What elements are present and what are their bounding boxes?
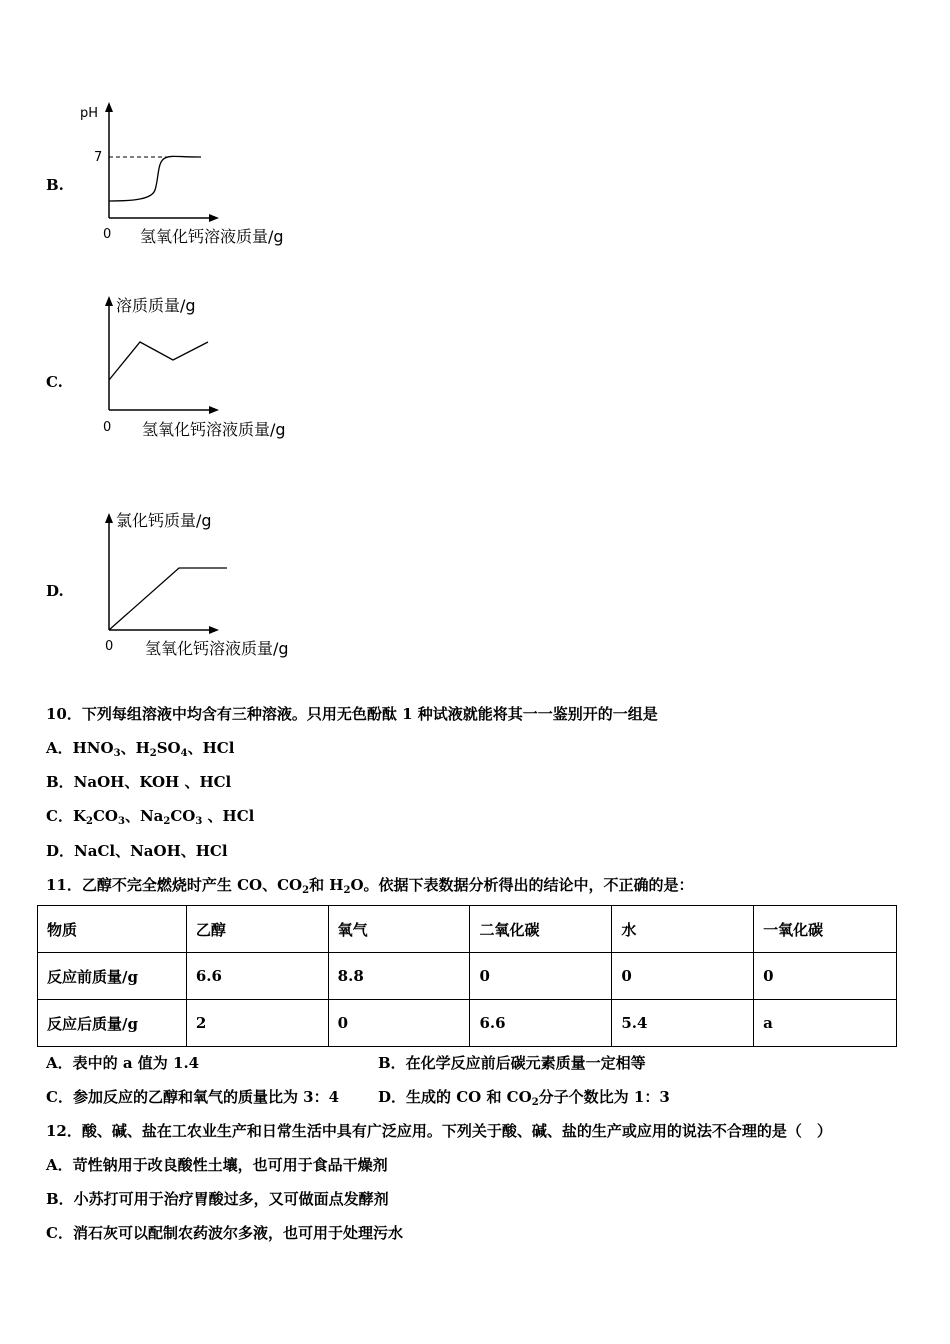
x-axis-label: 氢氧化钙溶液质量/g [140,227,284,246]
table-cell: 反应前质量/g [38,953,187,1000]
table-cell: 0 [612,953,754,1000]
table-header-row [38,906,897,953]
header-cell: 物质 [38,906,187,953]
origin-label: 0 [103,420,112,435]
table-cell: 0 [470,953,612,1000]
graph-b [75,98,320,253]
y-axis-label: pH [80,106,99,121]
table-cell: 2 [186,1000,328,1047]
q11-stem: 11．乙醇不完全燃烧时产生 CO、$CO_2$和 $H_2O$。依据下表数据分析得出的结论中，不正确的是： [46,876,694,896]
table-row [38,1000,897,1047]
y-arrow [105,102,113,112]
table-row [38,953,897,1000]
q10-option-b: B．NaOH、KOH 、HCl [46,773,232,791]
graph-d [75,505,320,665]
option-b-label: B. [46,176,64,194]
q11-option-c: C．参加反应的乙醇和氧气的质量比为 3：4 [46,1088,340,1106]
solute-mass-line [109,342,208,380]
table-cell: 0 [754,953,897,1000]
table-cell: 8.8 [328,953,470,1000]
q11-option-b: B．在化学反应前后碳元素质量一定相等 [378,1054,646,1072]
table-cell: 反应后质量/g [38,1000,187,1047]
x-axis-label: 氢氧化钙溶液质量/g [145,639,289,658]
calcium-chloride-line [109,568,227,630]
header-cell: 水 [612,906,754,953]
option-d-label: D. [46,582,64,600]
q12-stem: 12．酸、碱、盐在工农业生产和日常生活中具有广泛应用。下列关于酸、碱、盐的生产或应用的说法不合理的是（ ） [46,1122,832,1140]
table-cell: 5.4 [612,1000,754,1047]
x-arrow [209,626,219,634]
q12-option-b: B．小苏打可用于治疗胃酸过多，又可做面点发酵剂 [46,1190,389,1208]
q10-stem: 10．下列每组溶液中均含有三种溶液。只用无色酚酞 1 种试液就能将其一一鉴别开的一组是 [46,705,658,723]
y-axis-label: 氯化钙质量/g [116,511,212,530]
table-cell: 6.6 [186,953,328,1000]
header-cell: 氧气 [328,906,470,953]
header-cell: 一氧化碳 [754,906,897,953]
q11-data-table [37,905,897,1047]
ph-curve [109,156,201,201]
option-c-label: C. [46,373,63,391]
q10-option-d: D．NaCl、NaOH、HCl [46,842,228,860]
q12-option-c: C．消石灰可以配制农药波尔多液，也可用于处理污水 [46,1224,403,1242]
tick-7: 7 [94,150,103,165]
y-arrow [105,296,113,306]
origin-label: 0 [105,639,114,654]
header-cell: 二氧化碳 [470,906,612,953]
x-arrow [209,214,219,222]
q10-option-a: A．$HNO_3$、$H_2SO_4$、HCl [46,739,235,759]
q10-option-c: C．$K_2CO_3$、$Na_2CO_3$ 、HCl [46,807,255,827]
graph-c [75,290,320,445]
header-cell: 乙醇 [186,906,328,953]
table-cell: a [754,1000,897,1047]
q11-option-d: D．生成的 CO 和 $CO_2$分子个数比为 1：3 [378,1088,670,1108]
x-arrow [209,406,219,414]
q11-option-a: A．表中的 a 值为 1.4 [46,1054,200,1072]
y-axis-label: 溶质质量/g [116,296,196,315]
table-cell: 0 [328,1000,470,1047]
x-axis-label: 氢氧化钙溶液质量/g [142,420,286,439]
origin-label: 0 [103,227,112,242]
y-arrow [105,513,113,523]
q12-option-a: A．苛性钠用于改良酸性土壤，也可用于食品干燥剂 [46,1156,388,1174]
table-cell: 6.6 [470,1000,612,1047]
